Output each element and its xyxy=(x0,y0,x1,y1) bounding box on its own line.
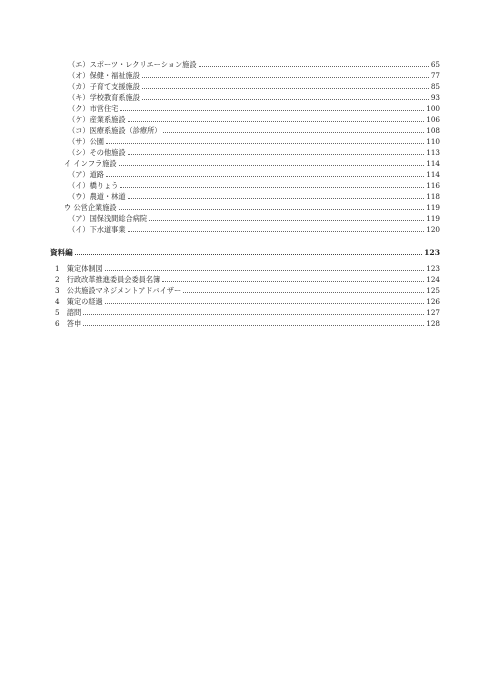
appendix-entry-page: 125 xyxy=(426,286,440,295)
toc-entry xyxy=(68,148,440,157)
appendix-entry xyxy=(55,264,440,273)
appendix-entry-label: 4 策定の経過 xyxy=(55,297,103,306)
dot-leader xyxy=(128,231,425,232)
toc-entry-label: （イ）橋りょう xyxy=(68,181,119,190)
dot-leader xyxy=(120,187,424,188)
toc-entry-page: 114 xyxy=(426,170,440,179)
toc-entry-label: （オ）保健・福祉施設 xyxy=(68,71,140,80)
toc-entry-label: （シ）その他施設 xyxy=(68,148,126,157)
toc-entry-label: （ウ）農道・林道 xyxy=(68,192,126,201)
appendix-entry-page: 127 xyxy=(426,308,440,317)
dot-leader xyxy=(142,99,429,100)
toc-entry xyxy=(68,214,440,223)
toc-entry xyxy=(68,82,440,91)
toc-entry-label: ウ 公営企業施設 xyxy=(64,203,117,212)
dot-leader xyxy=(105,270,425,271)
appendix-entry-page: 123 xyxy=(426,264,440,273)
toc-entry-label: （キ）学校教育系施設 xyxy=(68,93,140,102)
dot-leader xyxy=(142,77,429,78)
toc-entry xyxy=(68,137,440,146)
appendix-entry-page: 126 xyxy=(426,297,440,306)
toc-entry-label: （ケ）産業系施設 xyxy=(68,115,126,124)
toc-entry xyxy=(68,71,440,80)
dot-leader xyxy=(128,154,425,155)
toc-entry-label: （ア）道路 xyxy=(68,170,104,179)
toc-entry-label: （エ）スポーツ・レクリエーション施設 xyxy=(68,60,197,69)
section-heading: 資料編 xyxy=(50,248,73,257)
appendix-entry-label: 2 行政改革推進委員会委員名簿 xyxy=(55,275,161,284)
dot-leader xyxy=(199,66,429,67)
toc-entry-label: （イ）下水道事業 xyxy=(68,225,126,234)
toc-section-appendix xyxy=(50,248,440,257)
toc-entry-page: 113 xyxy=(426,148,440,157)
dot-leader xyxy=(149,220,424,221)
appendix-entry-label: 5 諮問 xyxy=(55,308,82,317)
toc-entry-page: 116 xyxy=(426,181,440,190)
dot-leader xyxy=(83,325,424,326)
toc-entry-page: 119 xyxy=(426,214,440,223)
appendix-entry xyxy=(55,297,440,306)
toc-entry xyxy=(68,126,440,135)
toc-subsection xyxy=(64,203,440,212)
toc-entry xyxy=(68,225,440,234)
toc-entry xyxy=(68,60,440,69)
toc-entry xyxy=(68,170,440,179)
toc-entry-label: （コ）医療系施設（診療所） xyxy=(68,126,162,135)
dot-leader xyxy=(106,176,424,177)
toc-entry-page: 118 xyxy=(426,192,440,201)
dot-leader xyxy=(142,88,429,89)
toc-entry-page: 65 xyxy=(430,60,440,69)
appendix-entry-page: 128 xyxy=(426,319,440,328)
appendix-entry-page: 124 xyxy=(426,275,440,284)
toc-entry-page: 120 xyxy=(426,225,440,234)
toc-entry xyxy=(68,104,440,113)
toc-entry-label: （サ）公園 xyxy=(68,137,104,146)
toc-entry xyxy=(68,115,440,124)
toc-entry xyxy=(68,93,440,102)
dot-leader xyxy=(105,303,425,304)
dot-leader xyxy=(128,198,425,199)
appendix-entry-label: 3 公共施設マネジメントアドバイザー xyxy=(55,286,182,295)
dot-leader xyxy=(119,209,425,210)
toc-entry-page: 93 xyxy=(430,93,440,102)
toc-entry-label: イ インフラ施設 xyxy=(64,159,117,168)
dot-leader xyxy=(183,292,424,293)
toc-entry-page: 85 xyxy=(430,82,440,91)
toc-entry-page: 119 xyxy=(426,203,440,212)
appendix-entry xyxy=(55,308,440,317)
dot-leader xyxy=(128,121,425,122)
appendix-entry xyxy=(55,319,440,328)
appendix-entry-label: 6 答申 xyxy=(55,319,82,328)
dot-leader xyxy=(106,143,424,144)
appendix-entry xyxy=(55,275,440,284)
toc-entry xyxy=(68,181,440,190)
toc-entry-label: （ア）国保浅間総合病院 xyxy=(68,214,148,223)
appendix-entry xyxy=(55,286,440,295)
dot-leader xyxy=(75,254,422,255)
toc-entry-page: 77 xyxy=(430,71,440,80)
toc-subsection xyxy=(64,159,440,168)
dot-leader xyxy=(120,110,424,111)
dot-leader xyxy=(163,132,424,133)
toc-entry-label: （カ）子育て支援施設 xyxy=(68,82,140,91)
toc-entry-page: 110 xyxy=(426,137,440,146)
dot-leader xyxy=(119,165,425,166)
toc-entry-page: 100 xyxy=(426,104,440,113)
toc-entry-page: 114 xyxy=(426,159,440,168)
toc-entry-label: （ク）市営住宅 xyxy=(68,104,119,113)
toc-entry-page: 108 xyxy=(426,126,440,135)
dot-leader xyxy=(162,281,424,282)
toc-entry-page: 106 xyxy=(426,115,440,124)
toc-entry xyxy=(68,192,440,201)
appendix-entry-label: 1 策定体制図 xyxy=(55,264,103,273)
section-page: 123 xyxy=(424,248,440,257)
dot-leader xyxy=(83,314,424,315)
